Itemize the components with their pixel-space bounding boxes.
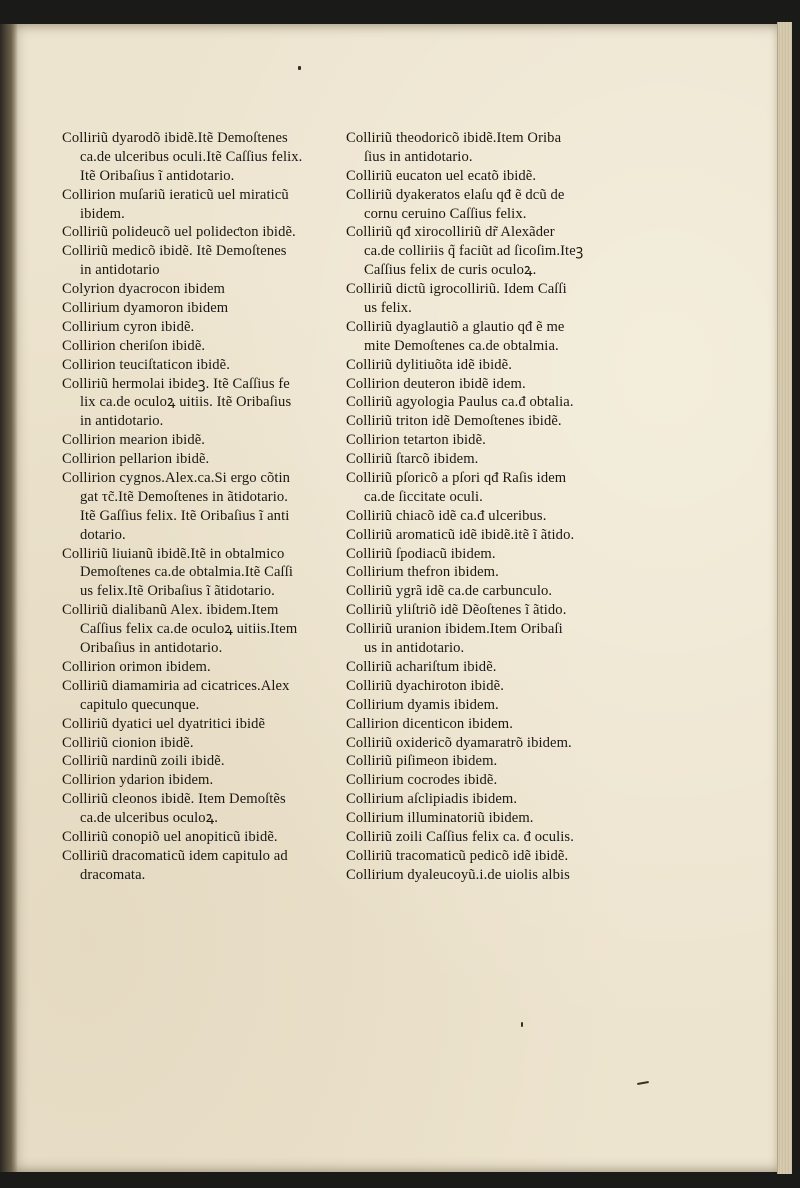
text-line: Colliriũ piſimeon ibidem. [346, 753, 498, 770]
text-line: in antidotario. [80, 413, 164, 430]
text-line: Colliriũ uranion ibidem.Item Oribaſi [346, 621, 563, 638]
ink-speck [298, 66, 301, 70]
page-gutter [0, 24, 18, 1172]
text-line: Colliriũ dylitiuõta idẽ ibidẽ. [346, 356, 512, 373]
text-line: Colliriũ qđ xirocolliriũ dr̃ Alexãder [346, 224, 555, 241]
text-line: Collirion ydarion ibidem. [62, 772, 214, 789]
text-line: Colliriũ ſtarcõ ibidem. [346, 451, 479, 468]
text-line: Colliriũ oxidericõ dyamaratrõ ibidem. [346, 734, 572, 751]
text-line: Collirion mearion ibidẽ. [62, 432, 206, 449]
text-line: Colliriũ chiacõ idẽ ca.đ ulceribus. [346, 507, 547, 524]
text-line: Colliriũ hermolai ibideꝫ. Itẽ Caſſius fe [62, 375, 290, 392]
text-line: Collirion pellarion ibidẽ. [62, 451, 210, 468]
text-line: Colliriũ dyatici uel dyatritici ibidẽ [62, 715, 266, 732]
text-line: Callirion dicenticon ibidem. [346, 715, 513, 732]
text-line: Colliriũ medicõ ibidẽ. Itẽ Demoſtenes [62, 243, 287, 260]
text-line: lix ca.de oculoꝝ uitiis. Itẽ Oribaſius [80, 394, 292, 411]
text-line: Collirium dyamis ibidem. [346, 696, 499, 713]
text-line: gat τc̃.Itẽ Demoſtenes in ãtidotario. [80, 488, 289, 505]
text-line: mite Demoſtenes ca.de obtalmia. [364, 337, 559, 354]
text-line: us felix.Itẽ Oribaſius ĩ ãtidotario. [80, 583, 275, 600]
text-line: Collirium dyaleucoyũ.i.de uiolis albis [346, 866, 570, 883]
text-line: Colliriũ theodoricõ ibidẽ.Item Oriba [346, 130, 562, 146]
text-line: Colliriũ achariſtum ibidẽ. [346, 658, 497, 675]
left-text-column [62, 129, 324, 885]
text-line: Colliriũ dyarodõ ibidẽ.Itẽ Demoſtenes [62, 130, 288, 146]
text-line: Colliriũ nardinũ zoili ibidẽ. [62, 753, 225, 770]
text-line: Collirion deuteron ibidẽ idem. [346, 375, 526, 392]
text-line: Colliriũ dialibanũ Alex. ibidem.Item [62, 602, 279, 619]
text-line: in antidotario [80, 262, 160, 279]
page-fore-edge [777, 22, 792, 1174]
text-line: dracomata. [80, 866, 146, 883]
ink-speck [521, 1022, 523, 1027]
text-line: Collirion orimon ibidem. [62, 658, 211, 675]
text-line: Collirium cocrodes ibidẽ. [346, 772, 498, 789]
text-line: Oribaſius in antidotario. [80, 640, 223, 657]
text-line: Collirion cygnos.Alex.ca.Si ergo cõtin [62, 470, 291, 487]
text-line: Colliriũ dictũ igrocolliriũ. Idem Caſſi [346, 281, 567, 298]
text-line: cornu ceruino Caſſius felix. [364, 205, 527, 222]
text-line: Colliriũ yliſtriõ idẽ Dẽoſtenes ĩ ãtido. [346, 602, 567, 619]
text-line: Colliriũ diamamiria ad cicatrices.Alex [62, 677, 290, 694]
text-line: Colliriũ dyachiroton ibidẽ. [346, 677, 504, 694]
text-line: Colliriũ agyologia Paulus ca.đ obtalia. [346, 394, 574, 411]
text-line: Colliriũ aromaticũ idẽ ibidẽ.itẽ ĩ ãtido. [346, 526, 575, 543]
text-line: ca.de ſiccitate oculi. [364, 488, 483, 505]
text-line: capitulo quecunque. [80, 696, 200, 713]
text-line: Colliriũ dracomaticũ idem capitulo ad [62, 847, 288, 864]
text-line: us in antidotario. [364, 640, 465, 657]
text-line: ſius in antidotario. [364, 148, 473, 165]
text-line: Demoſtenes ca.de obtalmia.Itẽ Caſſi [80, 564, 294, 581]
text-line: ibidem. [80, 205, 125, 222]
text-line: Collirium dyamoron ibidem [62, 300, 229, 317]
text-line: Collirion tetarton ibidẽ. [346, 432, 486, 449]
text-line: Colliriũ liuianũ ibidẽ.Itẽ in obtalmico [62, 545, 285, 562]
text-line: Colliriũ tracomaticũ pedicõ idẽ ibidẽ. [346, 847, 569, 864]
text-line: Colliriũ conopiõ uel anopiticũ ibidẽ. [62, 828, 278, 845]
text-line: Itẽ Gaſſius felix. Itẽ Oribaſius ĩ anti [80, 507, 290, 524]
text-line: Colliriũ dyaglautiõ a glautio qđ ẽ me [346, 318, 565, 335]
text-line: ca.de ulceribus oculoꝝ. [80, 810, 218, 827]
text-line: Colliriũ ſpodiacũ ibidem. [346, 545, 496, 562]
text-line: Collirium thefron ibidem. [346, 564, 499, 581]
text-line: Collirium cyron ibidẽ. [62, 318, 195, 335]
text-line: Colliriũ cionion ibidẽ. [62, 734, 194, 751]
right-text-column [346, 129, 616, 885]
text-line: us felix. [364, 300, 412, 317]
text-line: Colliriũ dyakeratos elaſu qđ ẽ dcũ de [346, 186, 565, 203]
text-line: Collirium illuminatoriũ ibidem. [346, 810, 534, 827]
text-line: Colyrion dyacrocon ibidem [62, 281, 225, 298]
text-line: Colliriũ cleonos ibidẽ. Item Demoſtẽs [62, 791, 286, 808]
text-line: Collirion cheriſon ibidẽ. [62, 337, 206, 354]
text-line: Colliriũ zoili Caſſius felix ca. đ oculis. [346, 828, 574, 845]
text-line: Itẽ Oribaſius ĩ antidotario. [80, 167, 235, 184]
text-line: dotario. [80, 526, 126, 543]
text-line: ca.de colliriis q̃ faciũt ad ſicoſim.Iteꝫ [364, 243, 584, 260]
text-line: Colliriũ eucaton uel ecatõ ibidẽ. [346, 167, 537, 184]
text-line: Collirion teuciſtaticon ibidẽ. [62, 356, 230, 373]
text-line: Caſſius felix ca.de oculoꝝ uitiis.Item [80, 621, 298, 638]
text-line: Caſſius felix de curis oculoꝝ. [364, 262, 537, 279]
text-line: Colliriũ polideucõ uel polideƈton ibidẽ. [62, 224, 296, 241]
text-line: Collirion muſariũ ieraticũ uel miraticũ [62, 186, 289, 203]
text-line: Colliriũ pſoricõ a pſori qđ Raſis idem [346, 470, 567, 487]
text-line: ca.de ulceribus oculi.Itẽ Caſſius felix. [80, 148, 303, 165]
text-line: Colliriũ triton idẽ Demoſtenes ibidẽ. [346, 413, 562, 430]
text-line: Colliriũ ygrã idẽ ca.de carbunculo. [346, 583, 553, 600]
text-line: Collirium aſclipiadis ibidem. [346, 791, 518, 808]
